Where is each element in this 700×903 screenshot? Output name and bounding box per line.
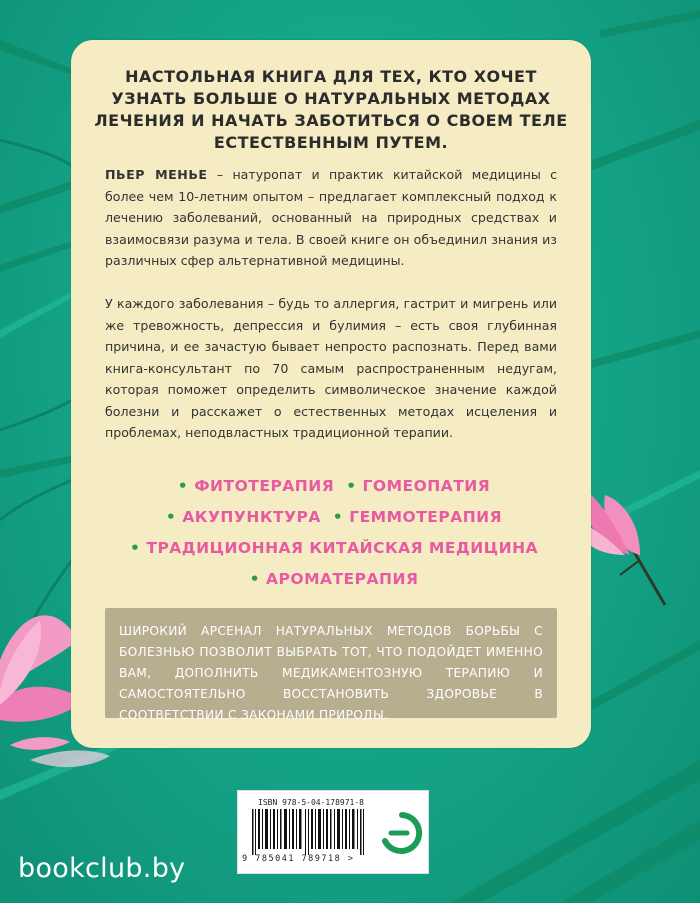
back-cover-panel (71, 40, 591, 748)
bullet-icon: • (332, 508, 344, 526)
barcode-icon (250, 809, 375, 855)
author-name: ПЬЕР МЕНЬЕ (105, 167, 208, 182)
bullet-icon: • (249, 570, 261, 588)
methods-row (71, 471, 591, 502)
methods-list (71, 471, 591, 595)
summary-text: ШИРОКИЙ АРСЕНАЛ НАТУРАЛЬНЫХ МЕТОДОВ БОРЬБЫ С БОЛЕЗНЬЮ ПОЗВОЛИТ ВЫБРАТЬ ТОТ, ЧТО ПОДОЙДЕТ ИМЕННО ВАМ, ДОПОЛНИТЬ МЕДИКАМЕНТОЗНУЮ ТЕРАПИЮ И САМОСТОЯТЕЛЬНО ВОССТАНОВИТЬ ЗДОРОВЬЕ В СООТВЕТСТВИИ С ЗАКОНАМИ ПРИРОДЫ. (119, 624, 543, 722)
site-watermark: bookclub.by (18, 853, 186, 884)
bullet-icon: • (177, 477, 189, 495)
summary-box (105, 608, 557, 722)
bullet-icon: • (165, 508, 177, 526)
method-item: АКУПУНКТУРА (182, 508, 321, 526)
bullet-icon: • (346, 477, 357, 495)
bullet-icon: • (129, 539, 141, 557)
method-item: ГЕММОТЕРАПИЯ (349, 508, 503, 526)
method-item: АРОМАТЕРАПИЯ (266, 570, 419, 588)
method-item: ФИТОТЕРАПИЯ (194, 477, 335, 495)
description-paragraph: У каждого заболевания – будь то аллергия, гастрит и мигрень или же тревожность, депрессия и булимия – есть своя глубинная причина, и ее зачастую бывает непросто распознать. Перед вами книга-консультант по 70 самым распространенным недугам, которая поможет определить символическое значение каждой болезни и расскажет о естественных методах исцеления и проблемах, неподвластных традиционной терапии. (105, 296, 557, 440)
isbn-number: ISBN 978-5-04-178971-8 (258, 798, 364, 807)
methods-row (71, 502, 591, 533)
method-item: ГОМЕОПАТИЯ (362, 477, 491, 495)
author-paragraph (105, 164, 557, 272)
author-description: – натуропат и практик китайской медицины с более чем 10-летним опытом – предлагает комплексный подход к лечению заболеваний, основанный на природных средствах и взаимосвязи разума и тела. В своей книге он объединил знания из различных сфер альтернативной медицины. (105, 167, 557, 268)
tagline: НАСТОЛЬНАЯ КНИГА ДЛЯ ТЕХ, КТО ХОЧЕТ УЗНАТЬ БОЛЬШЕ О НАТУРАЛЬНЫХ МЕТОДАХ ЛЕЧЕНИЯ И НАЧАТЬ ЗАБОТИТЬСЯ О СВОЕМ ТЕЛЕ ЕСТЕСТВЕННЫМ ПУТЕМ. (94, 67, 568, 152)
methods-row (71, 564, 591, 595)
eksmo-logo-icon (379, 811, 425, 855)
ean-digits: 9 785041 789718 > (242, 854, 355, 864)
method-item: ТРАДИЦИОННАЯ КИТАЙСКАЯ МЕДИЦИНА (146, 539, 539, 557)
methods-row (71, 533, 591, 564)
